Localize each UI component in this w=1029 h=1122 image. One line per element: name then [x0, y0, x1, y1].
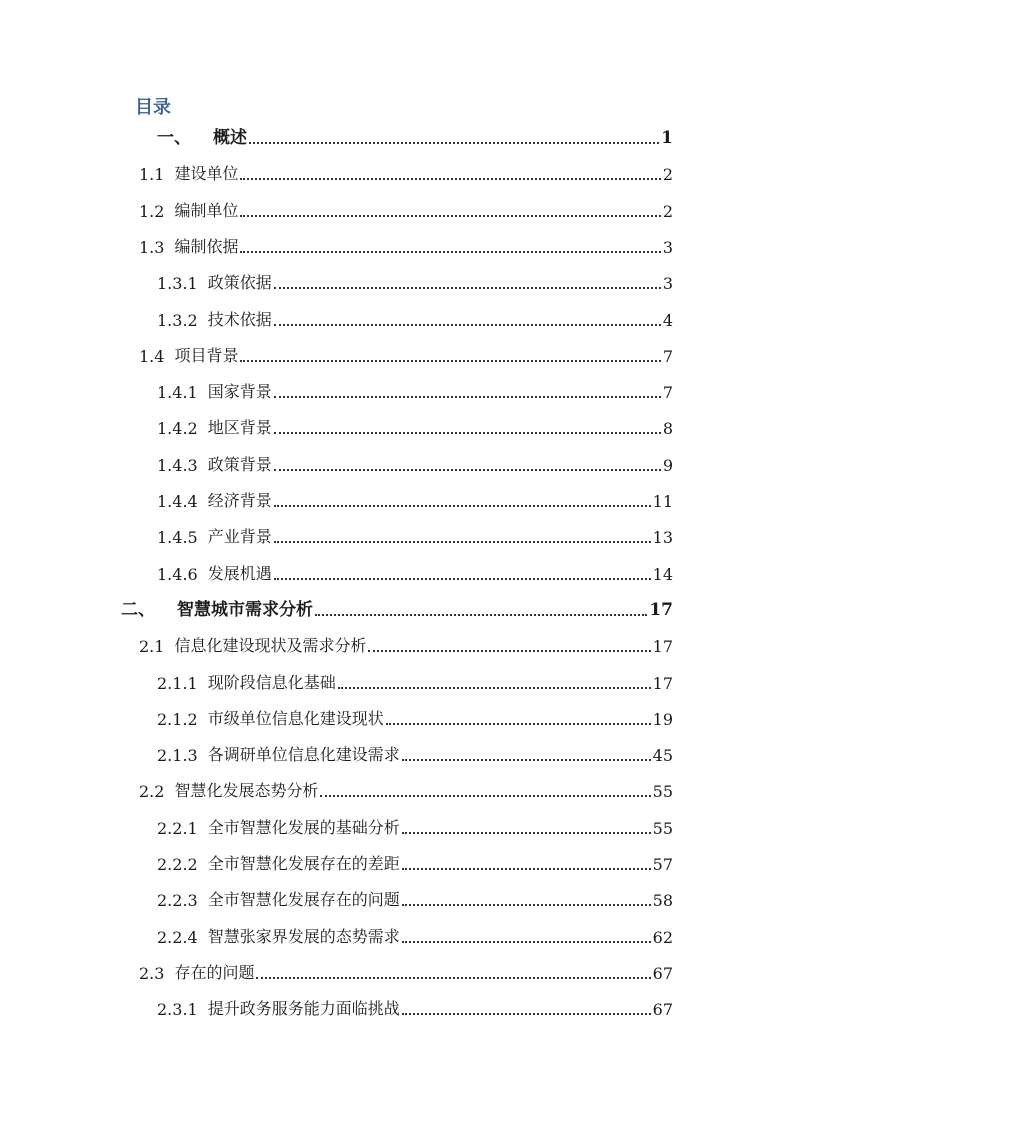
toc-entry-page-number: 2: [662, 201, 673, 221]
toc-entry-number: 1.4.4: [157, 492, 198, 511]
toc-entry[interactable]: [157, 372, 673, 408]
toc-entry-number: 2.1.2: [157, 709, 198, 729]
toc-entry-number: 二、: [121, 599, 155, 620]
toc-dot-leader: [274, 469, 661, 471]
toc-dot-leader: [402, 868, 651, 870]
toc-entry-page-number: 67: [652, 963, 673, 983]
toc-entry-title: 提升政务服务能力面临挑战: [207, 999, 400, 1019]
toc-entry-title: 全市智慧化发展存在的问题: [207, 890, 400, 910]
toc-entry[interactable]: [139, 154, 673, 190]
toc-entry-page-number: 4: [662, 310, 673, 330]
toc-entry[interactable]: [139, 771, 673, 807]
toc-entry-title: 地区背景: [207, 418, 272, 438]
toc-entry-title: 项目背景: [174, 345, 239, 365]
toc-entry-number: 1.4.1: [157, 383, 198, 403]
toc-entry-number: 1.4.6: [157, 564, 198, 584]
toc-entry-number: 2.3.1: [157, 1000, 198, 1020]
toc-entry-page-number: 3: [662, 237, 673, 257]
toc-entry[interactable]: [157, 263, 673, 299]
toc-entry-title: 信息化建设现状及需求分析: [174, 636, 367, 656]
toc-entry[interactable]: [157, 663, 673, 699]
toc-dot-leader: [338, 687, 651, 689]
toc-entry[interactable]: [157, 735, 673, 771]
toc-dot-leader: [402, 832, 651, 834]
toc-entry-page-number: 62: [652, 927, 673, 947]
toc-entry-page-number: 3: [662, 274, 673, 294]
toc-entry-number: 2.1.3: [157, 746, 198, 766]
toc-entry-number: 1.4.3: [157, 455, 198, 475]
toc-entry-number: 1.4.2: [157, 419, 198, 439]
toc-dot-leader: [274, 432, 661, 434]
toc-entry[interactable]: [157, 880, 673, 916]
toc-entry-number: 2.3: [139, 963, 165, 983]
toc-entry-number: 1.4.5: [157, 528, 198, 548]
toc-dot-leader: [274, 578, 651, 580]
toc-entry-title: 全市智慧化发展的基础分析: [207, 817, 400, 837]
toc-entry[interactable]: [139, 626, 673, 662]
toc-entry-title: 国家背景: [207, 382, 272, 402]
toc-entry-number: 2.2.4: [157, 927, 198, 947]
toc-entry-page-number: 8: [662, 419, 673, 439]
toc-dot-leader: [240, 360, 660, 362]
toc-dot-leader: [240, 178, 660, 180]
toc-entry-number: 2.2.3: [157, 891, 198, 911]
toc-entry-page-number: 9: [662, 455, 673, 475]
toc-entry-page-number: 14: [652, 564, 673, 584]
toc-entry-title: 各调研单位信息化建设需求: [207, 745, 400, 765]
toc-heading: 目录: [135, 97, 171, 118]
toc-entry[interactable]: [157, 554, 673, 590]
toc-entry[interactable]: [139, 336, 673, 372]
toc-entry-number: 一、: [157, 128, 191, 148]
toc-entry[interactable]: [139, 191, 673, 227]
toc-entry-title: 全市智慧化发展存在的差距: [207, 854, 400, 873]
toc-entry[interactable]: [157, 844, 673, 880]
toc-entry[interactable]: [157, 118, 673, 154]
toc-dot-leader: [320, 795, 650, 797]
toc-dot-leader: [315, 614, 647, 616]
toc-entry-title: 技术依据: [207, 309, 272, 329]
toc-entry-title: 政策背景: [207, 454, 272, 474]
toc-dot-leader: [274, 396, 661, 398]
toc-entry-number: 2.2.1: [157, 818, 198, 838]
toc-dot-leader: [274, 287, 661, 289]
toc-entry-page-number: 17: [652, 637, 673, 657]
toc-entry[interactable]: [157, 517, 673, 553]
toc-entry-number: 1.3.1: [157, 274, 198, 294]
toc-entry-page-number: 58: [652, 891, 673, 911]
toc-entry[interactable]: [157, 699, 673, 735]
toc-entry-title: 概述: [213, 128, 247, 148]
toc-dot-leader: [240, 251, 660, 253]
toc-dot-leader: [249, 142, 659, 144]
toc-entry-title: 产业背景: [207, 527, 272, 547]
toc-entry[interactable]: [157, 408, 673, 444]
toc-dot-leader: [274, 505, 651, 507]
toc-entry-page-number: 67: [652, 1000, 673, 1020]
toc-entry-title: 市级单位信息化建设现状: [207, 708, 384, 728]
toc-entry-page-number: 13: [652, 528, 673, 548]
toc-entry-number: 2.1: [139, 637, 165, 657]
toc-entry-page-number: 19: [652, 709, 673, 729]
toc-entry[interactable]: [157, 989, 673, 1025]
toc-entry-page-number: 45: [652, 746, 673, 766]
toc-entry-number: 2.2: [139, 782, 165, 802]
toc-entry-title: 编制单位: [174, 200, 239, 220]
toc-entry-page-number: 55: [652, 818, 673, 838]
toc-dot-leader: [402, 1013, 651, 1015]
toc-entry-page-number: 17: [652, 673, 673, 693]
toc-entry[interactable]: [139, 227, 673, 263]
toc-entry-title: 智慧张家界发展的态势需求: [207, 926, 400, 946]
toc-entry-page-number: 2: [662, 165, 673, 185]
toc-entry-page-number: 57: [652, 855, 673, 874]
toc-dot-leader: [402, 759, 651, 761]
toc-entry-title: 存在的问题: [174, 962, 255, 982]
toc-dot-leader: [386, 723, 651, 725]
toc-entry[interactable]: [157, 481, 673, 517]
toc-entry-title: 政策依据: [207, 273, 272, 293]
toc-entry-number: 1.2: [139, 201, 165, 221]
toc-entry-title: 现阶段信息化基础: [207, 672, 336, 692]
toc-entry[interactable]: [121, 590, 673, 626]
toc-entry[interactable]: [157, 917, 673, 953]
toc-dot-leader: [402, 941, 651, 943]
toc-entry-page-number: 17: [649, 599, 673, 620]
toc-entry-title: 智慧城市需求分析: [177, 599, 313, 620]
toc-entry[interactable]: [157, 445, 673, 481]
toc-dot-leader: [274, 324, 661, 326]
toc-entry-title: 发展机遇: [207, 563, 272, 583]
toc-entry-number: 1.3: [139, 237, 165, 257]
toc-entry-number: 1.3.2: [157, 310, 198, 330]
toc-entry-title: 建设单位: [174, 164, 239, 184]
toc-dot-leader: [368, 650, 650, 652]
toc-entry-number: 1.1: [139, 165, 165, 185]
toc-entry-title: 智慧化发展态势分析: [174, 781, 319, 801]
toc-entry-number: 2.2.2: [157, 855, 198, 874]
toc-dot-leader: [274, 541, 651, 543]
toc-entry-title: 经济背景: [207, 491, 272, 510]
toc-dot-leader: [240, 215, 660, 217]
toc-entry-page-number: 11: [652, 492, 673, 511]
toc-entry-number: 1.4: [139, 346, 165, 366]
toc-entry[interactable]: [157, 808, 673, 844]
toc-entry-page-number: 55: [652, 782, 673, 802]
toc-entry-page-number: 7: [662, 383, 673, 403]
toc-entry-page-number: 1: [661, 128, 673, 148]
toc-entry-page-number: 7: [662, 346, 673, 366]
toc-entry-number: 2.1.1: [157, 673, 198, 693]
toc-dot-leader: [256, 977, 650, 979]
toc-entry[interactable]: [157, 300, 673, 336]
toc-dot-leader: [402, 904, 651, 906]
toc-entry[interactable]: [139, 953, 673, 989]
toc-entry-title: 编制依据: [174, 236, 239, 256]
